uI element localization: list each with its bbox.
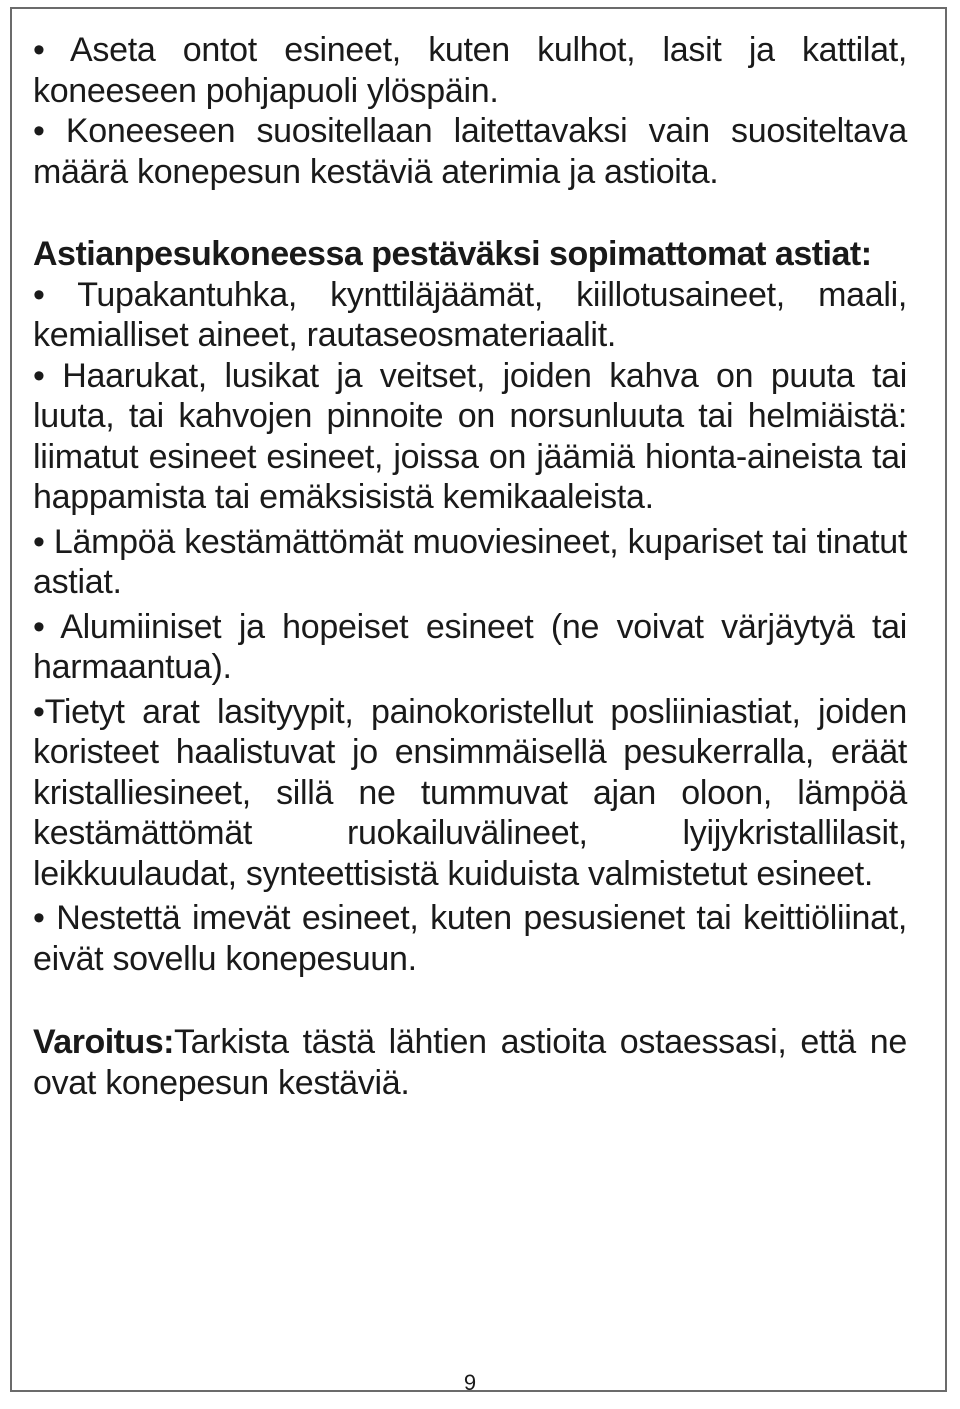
list-item-text: Alumiiniset ja hopeiset esineet (ne voivat värjäytyä tai harmaantua). <box>33 607 907 686</box>
bullet: • <box>33 275 45 314</box>
list-item-text: Koneeseen suositellaan laitettavaksi vain suositeltava määrä konepesun kestäviä aterimia ja astioita. <box>33 112 907 191</box>
list-item-unsuitable-aluminium <box>33 607 907 688</box>
list-item-text: Aseta ontot esineet, kuten kulhot, lasit ja kattilat, koneeseen pohjapuoli ylöspäin. <box>33 31 907 110</box>
list-item-text: Tupakantuhka, kynttiläjäämät, kiillotusaineet, maali, kemialliset aineet, rautaseosmateriaalit. <box>33 275 907 354</box>
list-item-text: Nestettä imevät esineet, kuten pesusienet tai keittiöliinat, eivät sovellu konepesuun. <box>33 899 907 978</box>
bullet: • <box>33 899 45 937</box>
bullet: • <box>33 356 45 395</box>
list-item-unsuitable-plastics <box>33 522 907 603</box>
bullet: • <box>33 31 45 69</box>
list-item-text: Haarukat, lusikat ja veitset, joiden kahva on puuta tai luuta, tai kahvojen pinnoite on norsunluuta tai helmiäistä: liimatut esineet esineet, joissa on jäämiä hionta-aineista tai happamista tai emäksisistä kemikaaleista. <box>33 356 907 516</box>
warning-text: Tarkista tästä lähtien astioita ostaessasi, että ne ovat konepesun kestäviä. <box>33 1023 907 1102</box>
bullet: • <box>33 607 45 646</box>
bullet: • <box>33 522 45 561</box>
bullet: • <box>33 112 45 150</box>
list-item-hollow-items <box>33 30 907 111</box>
bullet: • <box>33 692 45 731</box>
list-item-unsuitable-chemicals <box>33 275 907 356</box>
list-item-text: Lämpöä kestämättömät muoviesineet, kupariset tai tinatut astiat. <box>33 522 907 601</box>
list-item-unsuitable-cutlery <box>33 356 907 518</box>
section-heading: Astianpesukoneessa pestäväksi sopimattomat astiat: <box>33 235 872 273</box>
warning-label: Varoitus: <box>33 1023 174 1061</box>
list-item-unsuitable-glass <box>33 692 907 895</box>
list-item-unsuitable-absorbent <box>33 898 907 979</box>
list-item-recommended-amount <box>33 111 907 192</box>
list-item-text: Tietyt arat lasityypit, painokoristellut posliiniastiat, joiden koristeet haalistuvat jo ensimmäisellä pesukerralla, eräät kristalliesineet, sillä ne tummuvat ajan oloon, lämpöä kestämättömät ruokailuvälineet, lyijykristallilasit, leikkuulaudat, synteettisistä kuiduista valmistetut esineet. <box>33 692 907 893</box>
warning-note <box>33 1022 907 1103</box>
page-content <box>33 30 907 1103</box>
page-number: 9 <box>463 1370 477 1395</box>
